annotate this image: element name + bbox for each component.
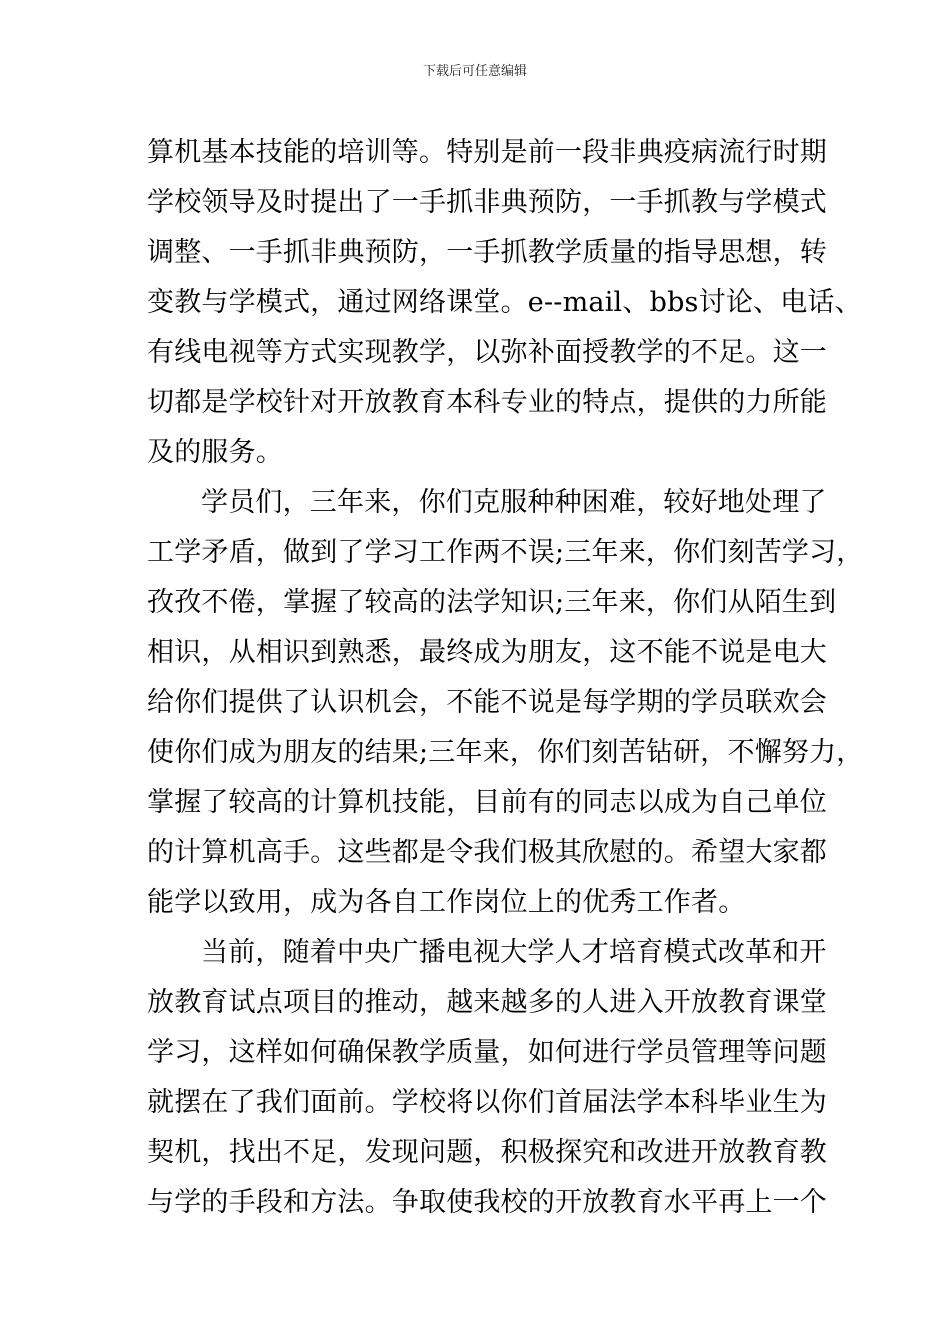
text-line: 算机基本技能的培训等。特别是前一段非典疫病流行时期	[147, 137, 827, 168]
paragraph	[147, 128, 862, 478]
text-line: 变教与学模式，通过网络课堂。e--mail、bbs讨论、电话、	[147, 287, 862, 318]
paragraph	[147, 928, 827, 1228]
text-line: 学员们，三年来，你们克服种种困难，较好地处理了	[201, 487, 827, 518]
text-line: 有线电视等方式实现教学，以弥补面授教学的不足。这一	[147, 337, 827, 368]
page-header: 下载后可任意编辑	[422, 64, 527, 79]
text-line: 当前，随着中央广播电视大学人才培育模式改革和开	[201, 937, 827, 968]
text-line: 给你们提供了认识机会，不能不说是每学期的学员联欢会	[147, 687, 827, 718]
text-line: 孜孜不倦，掌握了较高的法学知识;三年来，你们从陌生到	[147, 587, 837, 618]
text-line: 工学矛盾，做到了学习工作两不误;三年来，你们刻苦学习，	[147, 537, 864, 568]
text-line: 就摆在了我们面前。学校将以你们首届法学本科毕业生为	[147, 1087, 827, 1118]
text-line: 能学以致用，成为各自工作岗位上的优秀工作者。	[147, 887, 746, 918]
text-line: 契机，找出不足，发现问题，积极探究和改进开放教育教	[147, 1137, 827, 1168]
text-line: 调整、一手抓非典预防，一手抓教学质量的指导思想，转	[147, 237, 827, 268]
document-body	[147, 128, 864, 1228]
text-line: 放教育试点项目的推动，越来越多的人进入开放教育课堂	[147, 987, 827, 1018]
paragraph	[147, 478, 864, 928]
text-line: 切都是学校针对开放教育本科专业的特点，提供的力所能	[147, 387, 827, 418]
text-line: 学习，这样如何确保教学质量，如何进行学员管理等问题	[147, 1037, 827, 1068]
text-line: 的计算机高手。这些都是令我们极其欣慰的。希望大家都	[147, 837, 827, 868]
text-line: 学校领导及时提出了一手抓非典预防，一手抓教与学模式	[147, 187, 827, 218]
text-line: 使你们成为朋友的结果;三年来，你们刻苦钻研，不懈努力，	[147, 737, 864, 768]
text-line: 及的服务。	[147, 437, 283, 468]
text-line: 与学的手段和方法。争取使我校的开放教育水平再上一个	[147, 1187, 827, 1218]
text-line: 相识，从相识到熟悉，最终成为朋友，这不能不说是电大	[147, 637, 827, 668]
text-line: 掌握了较高的计算机技能，目前有的同志以成为自己单位	[147, 787, 827, 818]
